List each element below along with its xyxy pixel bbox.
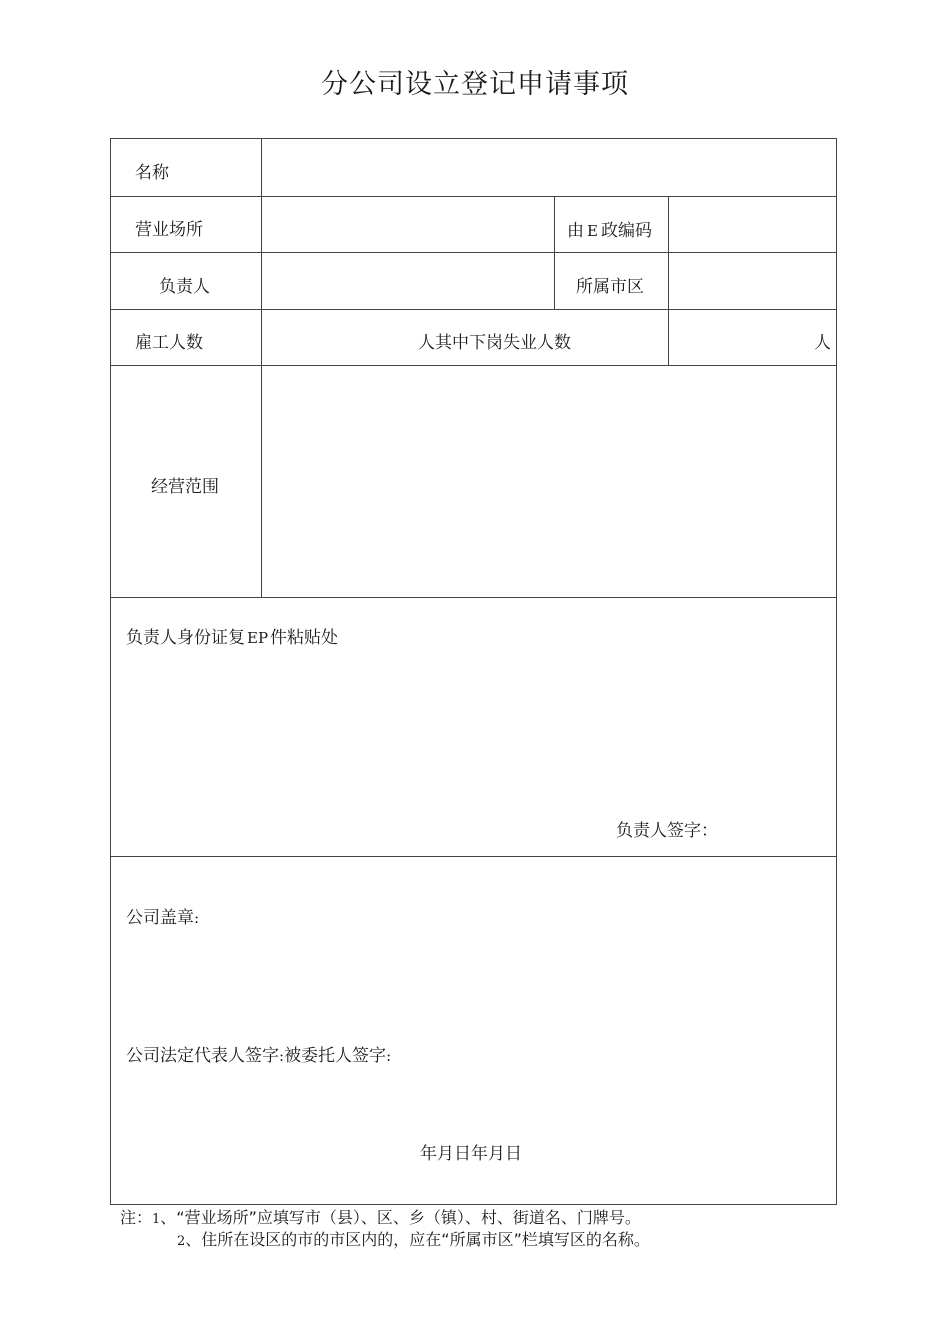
- column-divider: [668, 196, 669, 365]
- footnotes: [120, 1208, 650, 1252]
- premises-label: 营业场所: [135, 220, 203, 240]
- district-field[interactable]: [670, 253, 836, 309]
- row-divider: [111, 856, 836, 857]
- postcode-field[interactable]: [670, 197, 836, 252]
- column-divider: [554, 196, 555, 309]
- postcode-label: 由 E 政编码: [567, 221, 652, 241]
- person-in-charge-label: 负责人: [159, 277, 210, 297]
- business-scope-label: 经营范围: [151, 477, 219, 497]
- employees-label: 雇工人数: [135, 333, 203, 353]
- row-divider: [111, 309, 836, 310]
- employees-unit-label: 人: [814, 333, 831, 353]
- registration-form: [110, 138, 837, 1205]
- name-label: 名称: [135, 163, 169, 183]
- name-field[interactable]: [263, 140, 836, 195]
- id-copy-paste-label: 负责人身份证复 EP 件粘贴处: [126, 628, 339, 648]
- person-in-charge-field[interactable]: [263, 253, 553, 309]
- person-signature-label: 负责人签字：: [616, 821, 718, 841]
- note-2: 2、住所在设区的市的市区内的，应在“所属市区”栏填写区的名称。: [177, 1230, 650, 1249]
- laid-off-count-label: 人其中下岗失业人数: [418, 333, 571, 353]
- business-scope-field[interactable]: [263, 367, 836, 596]
- company-seal-label: 公司盖章:: [126, 908, 200, 928]
- page-title: 分公司设立登记申请事项: [321, 69, 629, 100]
- premises-field[interactable]: [263, 197, 553, 252]
- row-divider: [111, 365, 836, 366]
- date-line: 年月日年月日: [420, 1144, 522, 1164]
- representative-signature-label: 公司法定代表人签字:被委托人签字:: [126, 1046, 392, 1066]
- district-label: 所属市区: [576, 277, 644, 297]
- row-divider: [111, 597, 836, 598]
- note-1: 注：1、“营业场所”应填写市（县）、区、乡（镇）、村、街道名、门牌号。: [120, 1208, 641, 1227]
- column-divider: [261, 139, 262, 597]
